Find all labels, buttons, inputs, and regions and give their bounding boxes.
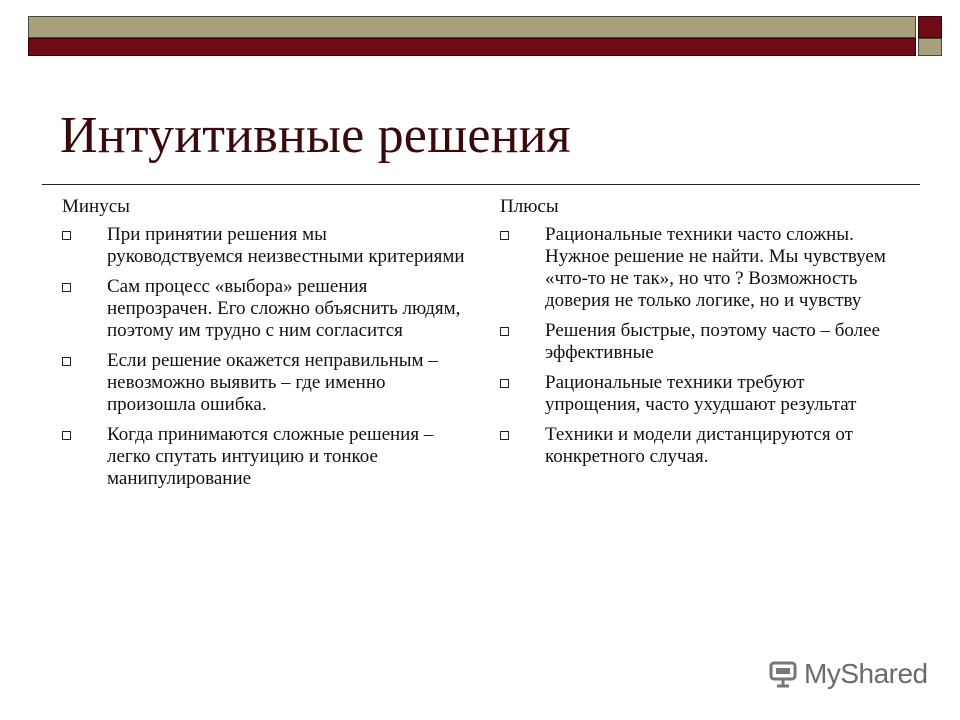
list-item — [62, 424, 465, 490]
myshared-watermark — [768, 656, 928, 692]
cons-column — [62, 196, 465, 498]
pros-heading: Плюсы — [500, 196, 559, 217]
title-divider — [42, 184, 920, 185]
cons-heading: Минусы — [62, 196, 130, 217]
square-bullet-icon — [500, 379, 509, 388]
list-item-text: Рациональные техники требуют упрощения, часто ухудшают результат — [545, 372, 857, 415]
pros-column — [500, 196, 900, 476]
watermark-text: MyShared — [804, 658, 928, 689]
square-bullet-icon — [62, 431, 71, 440]
list-item-text: Техники и модели дистанцируются от конкретного случая. — [545, 424, 853, 467]
olive-square — [918, 38, 942, 56]
list-item — [500, 424, 893, 468]
maroon-bar — [28, 38, 916, 56]
list-item — [500, 372, 893, 416]
square-bullet-icon — [500, 231, 509, 240]
pros-list — [500, 224, 900, 468]
square-bullet-icon — [500, 431, 509, 440]
list-item — [62, 276, 465, 342]
list-item-text: Сам процесс «выбора» решения непрозрачен. Его сложно объяснить людям, поэтому им трудно с ним согласится — [107, 276, 461, 341]
list-item-text: Рациональные техники часто сложны. Нужное решение не найти. Мы чувствуем «что-то не так», но что ? Возможность доверия не только логике, но и чувству — [545, 224, 886, 311]
list-item — [500, 320, 893, 364]
olive-bar — [28, 16, 916, 38]
decorative-header-bars — [28, 16, 942, 56]
list-item — [62, 350, 465, 416]
list-item-text: Если решение окажется неправильным – невозможно выявить – где именно произошла ошибка. — [107, 350, 438, 415]
presentation-board-icon — [768, 659, 798, 689]
square-bullet-icon — [62, 283, 71, 292]
maroon-square — [918, 16, 942, 38]
list-item-text: При принятии решения мы руководствуемся неизвестными критериями — [107, 224, 465, 267]
cons-list — [62, 224, 465, 490]
square-bullet-icon — [62, 231, 71, 240]
list-item — [62, 224, 465, 268]
list-item-text: Решения быстрые, поэтому часто – более эффективные — [545, 320, 880, 363]
slide-title: Интуитивные решения — [60, 107, 571, 164]
square-bullet-icon — [500, 327, 509, 336]
list-item — [500, 224, 893, 312]
square-bullet-icon — [62, 357, 71, 366]
list-item-text: Когда принимаются сложные решения – легко спутать интуицию и тонкое манипулирование — [107, 424, 434, 489]
